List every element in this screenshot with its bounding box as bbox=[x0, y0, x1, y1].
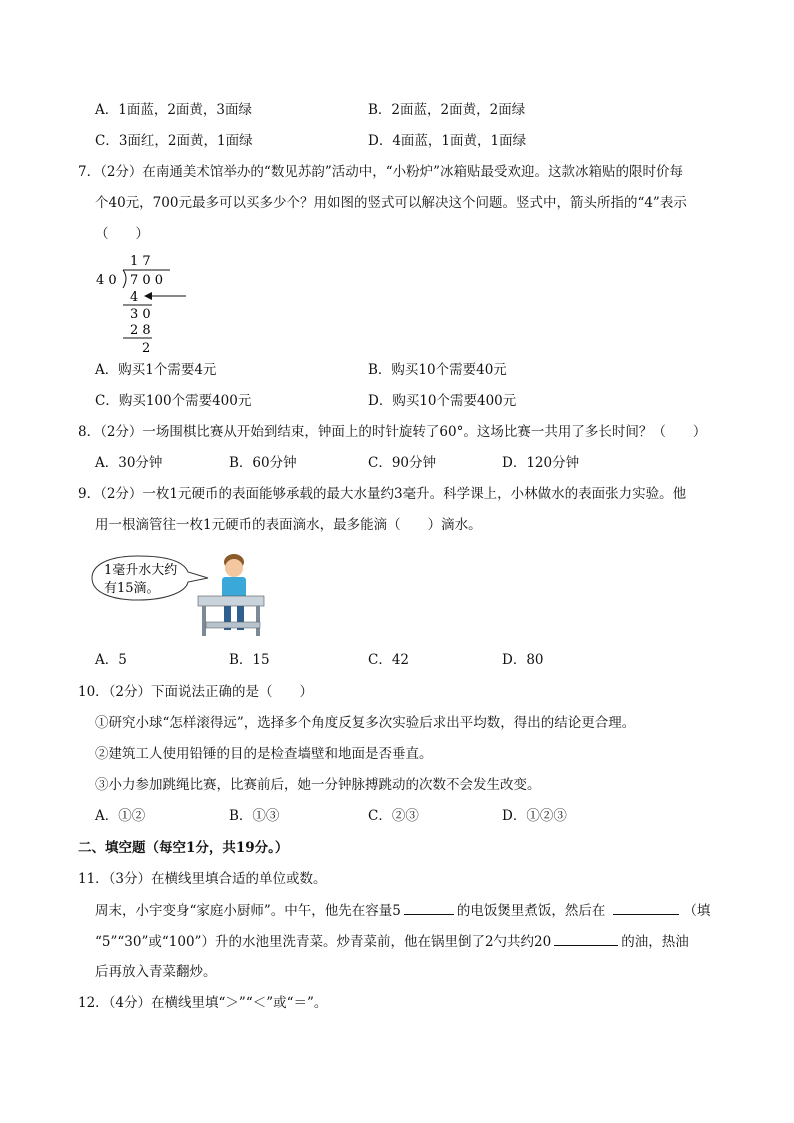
desk-leg bbox=[202, 606, 206, 636]
section-heading-fill-blank: 二、填空题（每空1分，共19分。） bbox=[78, 840, 289, 856]
blank-sink-volume[interactable] bbox=[613, 900, 679, 915]
q9-option-d: D．80 bbox=[502, 652, 544, 668]
division-dividend: 7 0 0 bbox=[130, 273, 164, 288]
q11-text-b: 的电饭煲里煮饭，然后在 bbox=[456, 903, 606, 919]
q9-option-a: A．5 bbox=[95, 652, 127, 668]
q11-line3 bbox=[95, 931, 689, 952]
q7-stem-line1: 7．（2分）在南通美术馆举办的“数见苏韵”活动中，“小粉炉”冰箱贴最受欢迎。这款冰箱贴的限时价每 bbox=[78, 164, 684, 180]
q7-option-c: C．购买100个需要400元 bbox=[95, 393, 252, 409]
q9-option-b: B．15 bbox=[229, 652, 270, 668]
q7-stem-line2: 个40元，700元最多可以买多少个？用如图的竖式可以解决这个问题。竖式中，箭头所指的“4”表示 bbox=[95, 195, 687, 211]
q11-stem: 11．（3分）在横线里填合适的单位或数。 bbox=[78, 871, 327, 887]
division-divisor: 4 0 bbox=[96, 273, 117, 288]
q7-option-b: B．购买10个需要40元 bbox=[368, 362, 507, 378]
division-step2: 3 0 bbox=[130, 307, 151, 322]
q10-option-c: C．②③ bbox=[368, 808, 419, 824]
q10-option-d: D．①②③ bbox=[502, 808, 567, 824]
q10-statement-1: ①研究小球“怎样滚得远”，选择多个角度反复多次实验后求出平均数，得出的结论更合理。 bbox=[95, 715, 636, 731]
q10-stem: 10．（2分）下面说法正确的是（ ） bbox=[78, 684, 314, 700]
q9-stem-line2: 用一根滴管往一枚1元硬币的表面滴水，最多能滴（ ）滴水。 bbox=[95, 517, 482, 533]
q6-option-b: B．2面蓝，2面黄，2面绿 bbox=[368, 102, 526, 118]
q7-option-d: D．购买10个需要400元 bbox=[368, 393, 517, 409]
division-step1: 4 bbox=[130, 290, 139, 305]
q8-option-b: B．60分钟 bbox=[229, 455, 297, 471]
arrow-head-icon bbox=[144, 292, 152, 300]
student-illustration bbox=[88, 548, 268, 640]
q10-statement-3: ③小力参加跳绳比赛，比赛前后，她一分钟脉搏跳动的次数不会发生改变。 bbox=[95, 777, 541, 793]
q6-option-c: C．3面红，2面黄，1面绿 bbox=[95, 133, 253, 149]
q10-statement-2: ②建筑工人使用铅锤的目的是检查墙壁和地面是否垂直。 bbox=[95, 746, 433, 762]
blank-oil-unit[interactable] bbox=[554, 931, 618, 946]
division-step3: 2 8 bbox=[130, 323, 151, 338]
division-remainder: 2 bbox=[142, 341, 151, 356]
q11-text-d: “5”“30”或“100”）升的水池里洗青菜。炒青菜前，他在锅里倒了2勺共约20 bbox=[95, 934, 552, 950]
long-division-figure bbox=[90, 250, 200, 356]
division-bracket bbox=[123, 270, 126, 288]
q11-text-c: （填 bbox=[683, 903, 711, 919]
desk-top bbox=[198, 596, 264, 606]
q10-option-a: A．①② bbox=[95, 808, 146, 824]
blank-rice-cooker-unit[interactable] bbox=[404, 900, 454, 915]
q6-option-d: D．4面蓝，1面黄，1面绿 bbox=[368, 133, 527, 149]
q11-text-a: 周末，小宇变身“家庭小厨师”。中午，他先在容量5 bbox=[95, 903, 401, 919]
q11-text-e: 的油，热油 bbox=[621, 934, 689, 950]
q11-line4: 后再放入青菜翻炒。 bbox=[95, 964, 217, 980]
q9-option-c: C．42 bbox=[368, 652, 410, 668]
bench bbox=[206, 622, 260, 628]
q8-stem: 8．（2分）一场围棋比赛从开始到结束，钟面上的时针旋转了60°。这场比赛一共用了多长时间？（ ） bbox=[78, 424, 707, 440]
boy-face bbox=[225, 559, 243, 577]
q8-option-c: C．90分钟 bbox=[368, 455, 437, 471]
q7-stem-line3: （ ） bbox=[95, 226, 149, 242]
division-quotient: 1 7 bbox=[130, 254, 151, 269]
bubble-text-line1: 1毫升水大约 bbox=[104, 563, 178, 578]
q11-line2 bbox=[95, 900, 710, 921]
q7-option-a: A．购买1个需要4元 bbox=[95, 362, 217, 378]
q8-option-a: A．30分钟 bbox=[95, 455, 163, 471]
bubble-text-line2: 有15滴。 bbox=[104, 581, 160, 596]
q12-stem: 12．（4分）在横线里填“＞”“＜”或“＝”。 bbox=[78, 995, 328, 1011]
q6-option-a: A．1面蓝，2面黄，3面绿 bbox=[95, 102, 253, 118]
q8-option-d: D．120分钟 bbox=[502, 455, 580, 471]
q9-stem-line1: 9．（2分）一枚1元硬币的表面能够承载的最大水量约3毫升。科学课上，小林做水的表面张力实验。他 bbox=[78, 486, 687, 502]
q10-option-b: B．①③ bbox=[229, 808, 280, 824]
